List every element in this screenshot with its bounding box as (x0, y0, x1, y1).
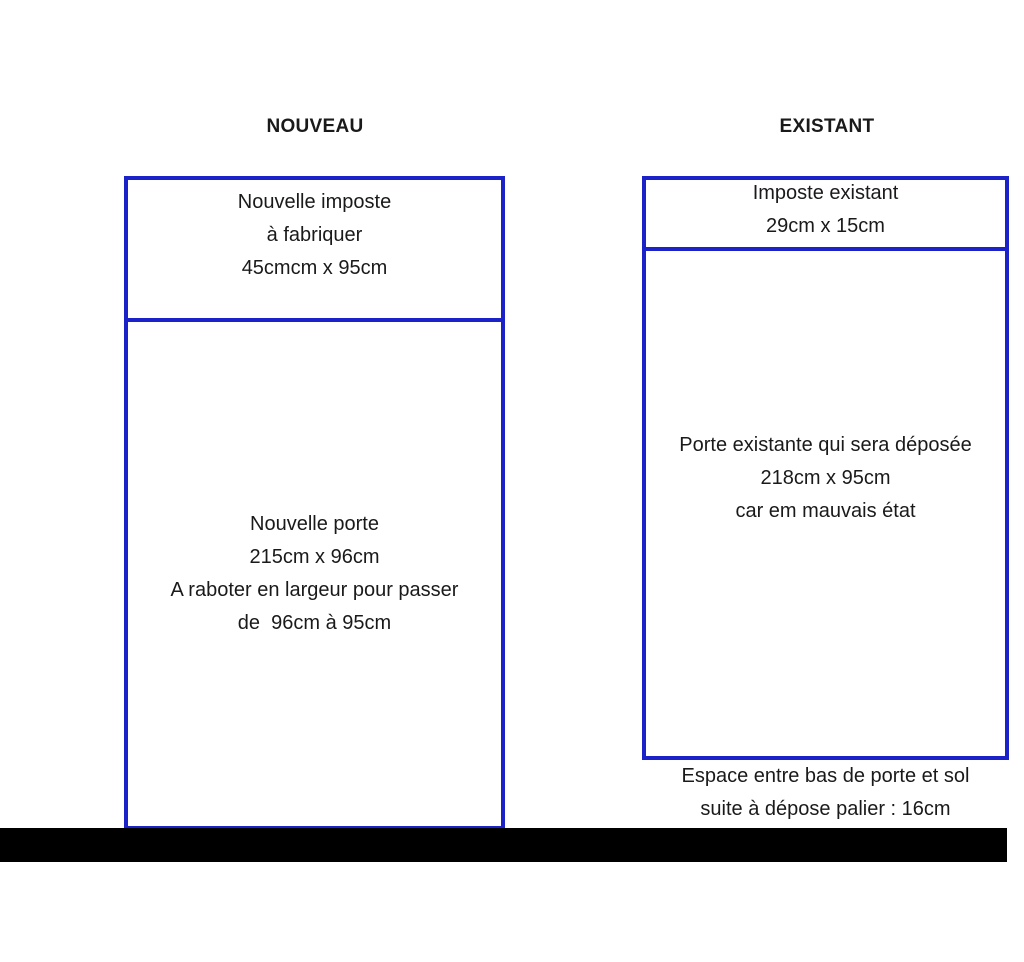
nouvelle-imposte-note: à fabriquer (266, 223, 363, 246)
porte-existante-note: car em mauvais état (735, 500, 916, 522)
gap-caption-line1: Espace entre bas de porte et sol (681, 765, 970, 787)
gap-caption-line2: suite à dépose palier : 16cm (700, 798, 951, 820)
porte-existante-dimensions: 218cm x 95cm (760, 467, 891, 489)
porte-existante-label: Porte existante qui sera déposée (679, 434, 972, 456)
nouvelle-porte-label: Nouvelle porte (250, 513, 379, 535)
nouvelle-porte-note-detail: de 96cm à 95cm (237, 612, 392, 634)
floor-line (0, 828, 1007, 862)
nouvelle-porte-note: A raboter en largeur pour passer (170, 579, 459, 601)
porte-existante-box (642, 247, 1009, 760)
heading-nouveau: NOUVEAU (266, 116, 364, 137)
imposte-existant-box (642, 176, 1009, 252)
nouvelle-porte-box (124, 318, 505, 830)
nouvelle-imposte-label: Nouvelle imposte (237, 190, 392, 213)
imposte-existant-dimensions: 29cm x 15cm (766, 215, 885, 237)
imposte-existant-label: Imposte existant (752, 182, 899, 204)
nouvelle-imposte-box (124, 176, 505, 322)
nouvelle-imposte-dimensions: 45cmcm x 95cm (241, 256, 388, 279)
gap-caption (632, 760, 1019, 826)
heading-existant: EXISTANT (779, 116, 875, 137)
nouvelle-porte-dimensions: 215cm x 96cm (249, 546, 380, 568)
